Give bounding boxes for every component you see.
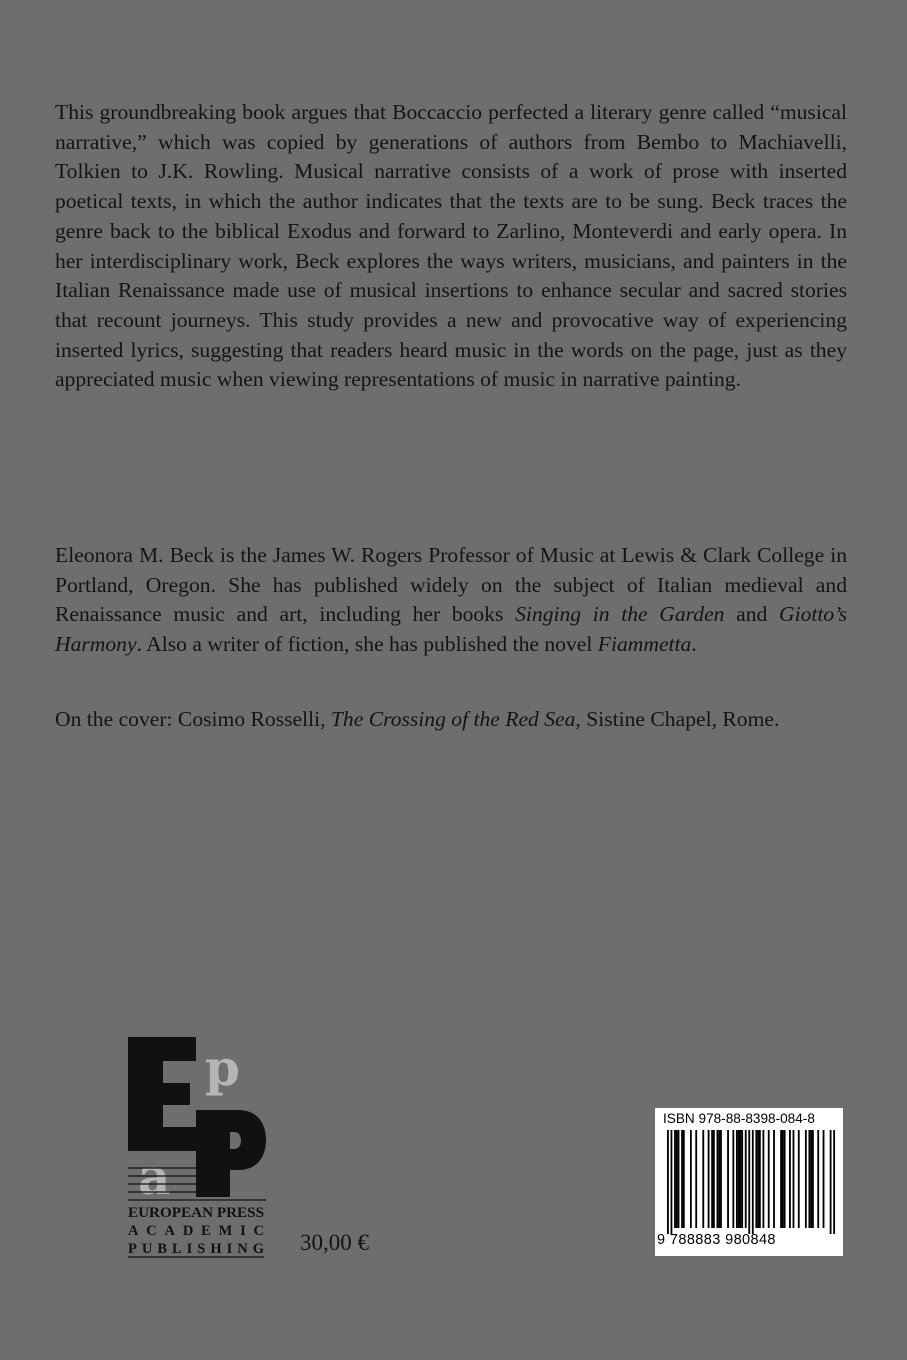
barcode-bar bbox=[678, 1130, 680, 1228]
bio-text-2: . Also a writer of fiction, she has published the novel bbox=[136, 632, 598, 657]
barcode-bar bbox=[740, 1130, 742, 1228]
barcode-bar bbox=[741, 1130, 743, 1228]
barcode-bar bbox=[768, 1130, 770, 1228]
barcode-bar bbox=[676, 1130, 678, 1228]
logo-letter-p-small: p bbox=[205, 1038, 240, 1097]
bio-text-1: Eleonora M. Beck is the James W. Rogers Professor of Music at Lewis & Clark College in Portland, Oregon. She has published widely on the subject of Italian medieval and Renaissance music and art, including her books bbox=[55, 543, 847, 627]
barcode-bar bbox=[690, 1130, 692, 1228]
barcode-bar bbox=[752, 1130, 754, 1234]
barcode-bar bbox=[810, 1130, 812, 1228]
barcode-bar bbox=[718, 1130, 720, 1228]
bio-text-end: . bbox=[691, 632, 697, 657]
barcode-bar bbox=[780, 1130, 782, 1228]
barcode-bars bbox=[655, 1130, 843, 1234]
logo-line-academic: ACADEMIC bbox=[128, 1223, 264, 1239]
barcode-bar bbox=[755, 1130, 757, 1228]
barcode-bar bbox=[817, 1130, 819, 1228]
barcode-bar bbox=[789, 1130, 791, 1228]
logo-letter-a: a bbox=[138, 1147, 171, 1206]
barcode-bar bbox=[762, 1130, 764, 1228]
barcode-bar bbox=[748, 1130, 750, 1234]
bio-novel-fiammetta: Fiammetta bbox=[597, 632, 692, 657]
credit-suffix: , Sistine Chapel, Rome. bbox=[575, 707, 780, 731]
barcode-bar bbox=[823, 1130, 825, 1228]
bio-book-giottos-harmony: Giotto’s Harmony bbox=[55, 602, 847, 657]
barcode-bar bbox=[702, 1130, 704, 1228]
barcode-bar bbox=[738, 1130, 740, 1228]
barcode-bar bbox=[808, 1130, 810, 1228]
isbn-barcode bbox=[655, 1108, 843, 1256]
barcode-bar bbox=[681, 1130, 683, 1228]
barcode-bar bbox=[784, 1130, 786, 1228]
publisher-logo bbox=[126, 1035, 266, 1260]
barcode-bar bbox=[745, 1130, 747, 1228]
cover-credit bbox=[55, 705, 847, 735]
logo-line-european-press: EUROPEAN PRESS bbox=[128, 1205, 264, 1221]
barcode-bar bbox=[805, 1130, 807, 1228]
barcode-bar bbox=[667, 1130, 669, 1234]
logo-letter-e-shape bbox=[128, 1037, 196, 1151]
isbn-label: ISBN 978-88-8398-084-8 bbox=[663, 1111, 815, 1126]
bio-text-and: and bbox=[724, 602, 779, 627]
author-bio bbox=[55, 541, 847, 660]
barcode-bar bbox=[711, 1130, 713, 1228]
barcode-bar bbox=[812, 1130, 814, 1228]
barcode-bar bbox=[674, 1130, 676, 1228]
barcode-bar bbox=[830, 1130, 832, 1234]
credit-prefix: On the cover: Cosimo Rosselli, bbox=[55, 707, 331, 731]
barcode-bar bbox=[717, 1130, 719, 1228]
logo-line-publishing: PUBLISHING bbox=[128, 1241, 264, 1257]
barcode-digits: 9 788883 980848 bbox=[657, 1232, 776, 1248]
barcode-bar bbox=[713, 1130, 715, 1228]
barcode-bar bbox=[793, 1130, 795, 1228]
barcode-bar bbox=[757, 1130, 759, 1228]
barcode-bar bbox=[759, 1130, 761, 1228]
barcode-bar bbox=[727, 1130, 729, 1228]
bio-book-singing-in-the-garden: Singing in the Garden bbox=[515, 602, 725, 627]
barcode-bar bbox=[708, 1130, 710, 1228]
barcode-bar bbox=[671, 1130, 673, 1234]
barcode-bar bbox=[736, 1130, 738, 1228]
barcode-bar bbox=[833, 1130, 835, 1234]
barcode-bar bbox=[720, 1130, 722, 1228]
barcode-bar bbox=[773, 1130, 775, 1228]
credit-artwork-title: The Crossing of the Red Sea bbox=[330, 707, 576, 731]
barcode-bar bbox=[695, 1130, 697, 1228]
barcode-bar bbox=[683, 1130, 685, 1228]
barcode-bar bbox=[732, 1130, 734, 1228]
blurb-text: This groundbreaking book argues that Boccaccio perfected a literary genre called “musical narrative,” which was copied by generations of authors from Bembo to Machiavelli, Tolkien to J.K. Rowling. Musical narrative consists of a work of prose with inserted poetical texts, in which the author indicates that the texts are to be sung. Beck traces the genre back to the biblical Exodus and forward to Zarlino, Monteverdi and early opera. In her interdisciplinary work, Beck explores the ways writers, musicians, and painters in the Italian Renaissance made use of musical insertions to enhance secular and sacred stories that recount journeys. This study provides a new and provocative way of experiencing inserted lyrics, suggesting that readers heard music in the words on the page, just as they appreciated music when viewing representations of music in narrative painting. bbox=[55, 100, 847, 392]
back-cover-blurb bbox=[55, 98, 847, 395]
price: 30,00 € bbox=[300, 1230, 369, 1255]
barcode-bar bbox=[782, 1130, 784, 1228]
barcode-bar bbox=[798, 1130, 800, 1228]
